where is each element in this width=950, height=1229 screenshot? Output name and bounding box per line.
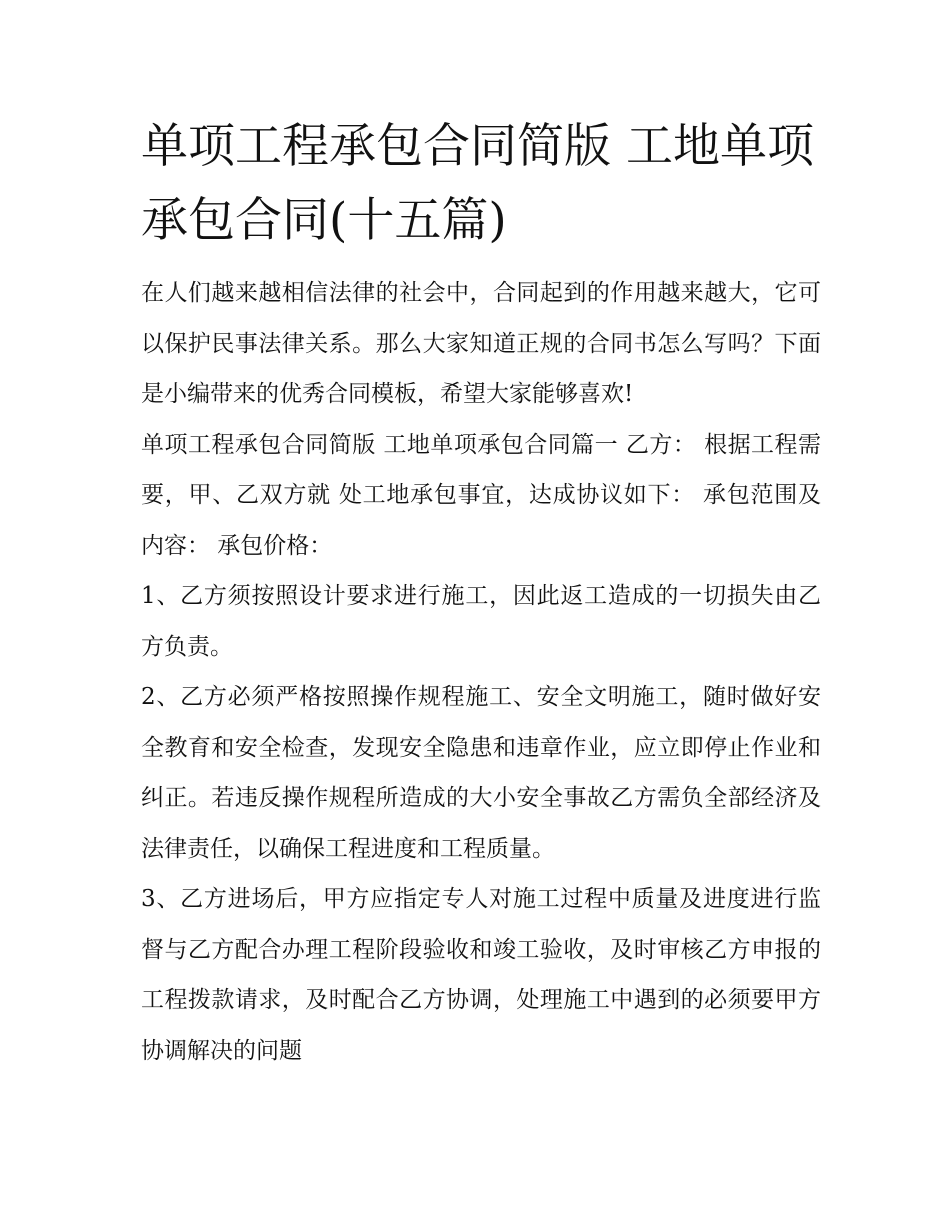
paragraph-clause-1: 1、乙方须按照设计要求进行施工，因此返工造成的一切损失由乙方负责。 <box>141 583 821 660</box>
document-title: 单项工程承包合同简版 工地单项承包合同(十五篇) <box>141 119 814 248</box>
paragraph-contract-header: 单项工程承包合同简版 工地单项承包合同篇一 乙方： 根据工程需要，甲、乙双方就 处工地承包事宜，达成协议如下： 承包范围及内容： 承包价格： <box>141 431 821 559</box>
paragraph-clause-3: 3、乙方进场后，甲方应指定专人对施工过程中质量及进度进行监督与乙方配合办理工程阶段验收和竣工验收，及时审核乙方申报的工程拨款请求，及时配合乙方协调，处理施工中遇到的必须要甲方协调解决的问题 <box>141 886 821 1064</box>
paragraph-intro: 在人们越来越相信法律的社会中，合同起到的作用越来越大，它可以保护民事法律关系。那么大家知道正规的合同书怎么写吗？下面是小编带来的优秀合同模板，希望大家能够喜欢! <box>141 280 821 407</box>
paragraph-clause-2: 2、乙方必须严格按照操作规程施工、安全文明施工，随时做好安全教育和安全检查，发现安全隐患和违章作业，应立即停止作业和纠正。若违反操作规程所造成的大小安全事故乙方需负全部经济及法律责任，以确保工程进度和工程质量。 <box>141 684 821 862</box>
document-page <box>141 110 821 1076</box>
